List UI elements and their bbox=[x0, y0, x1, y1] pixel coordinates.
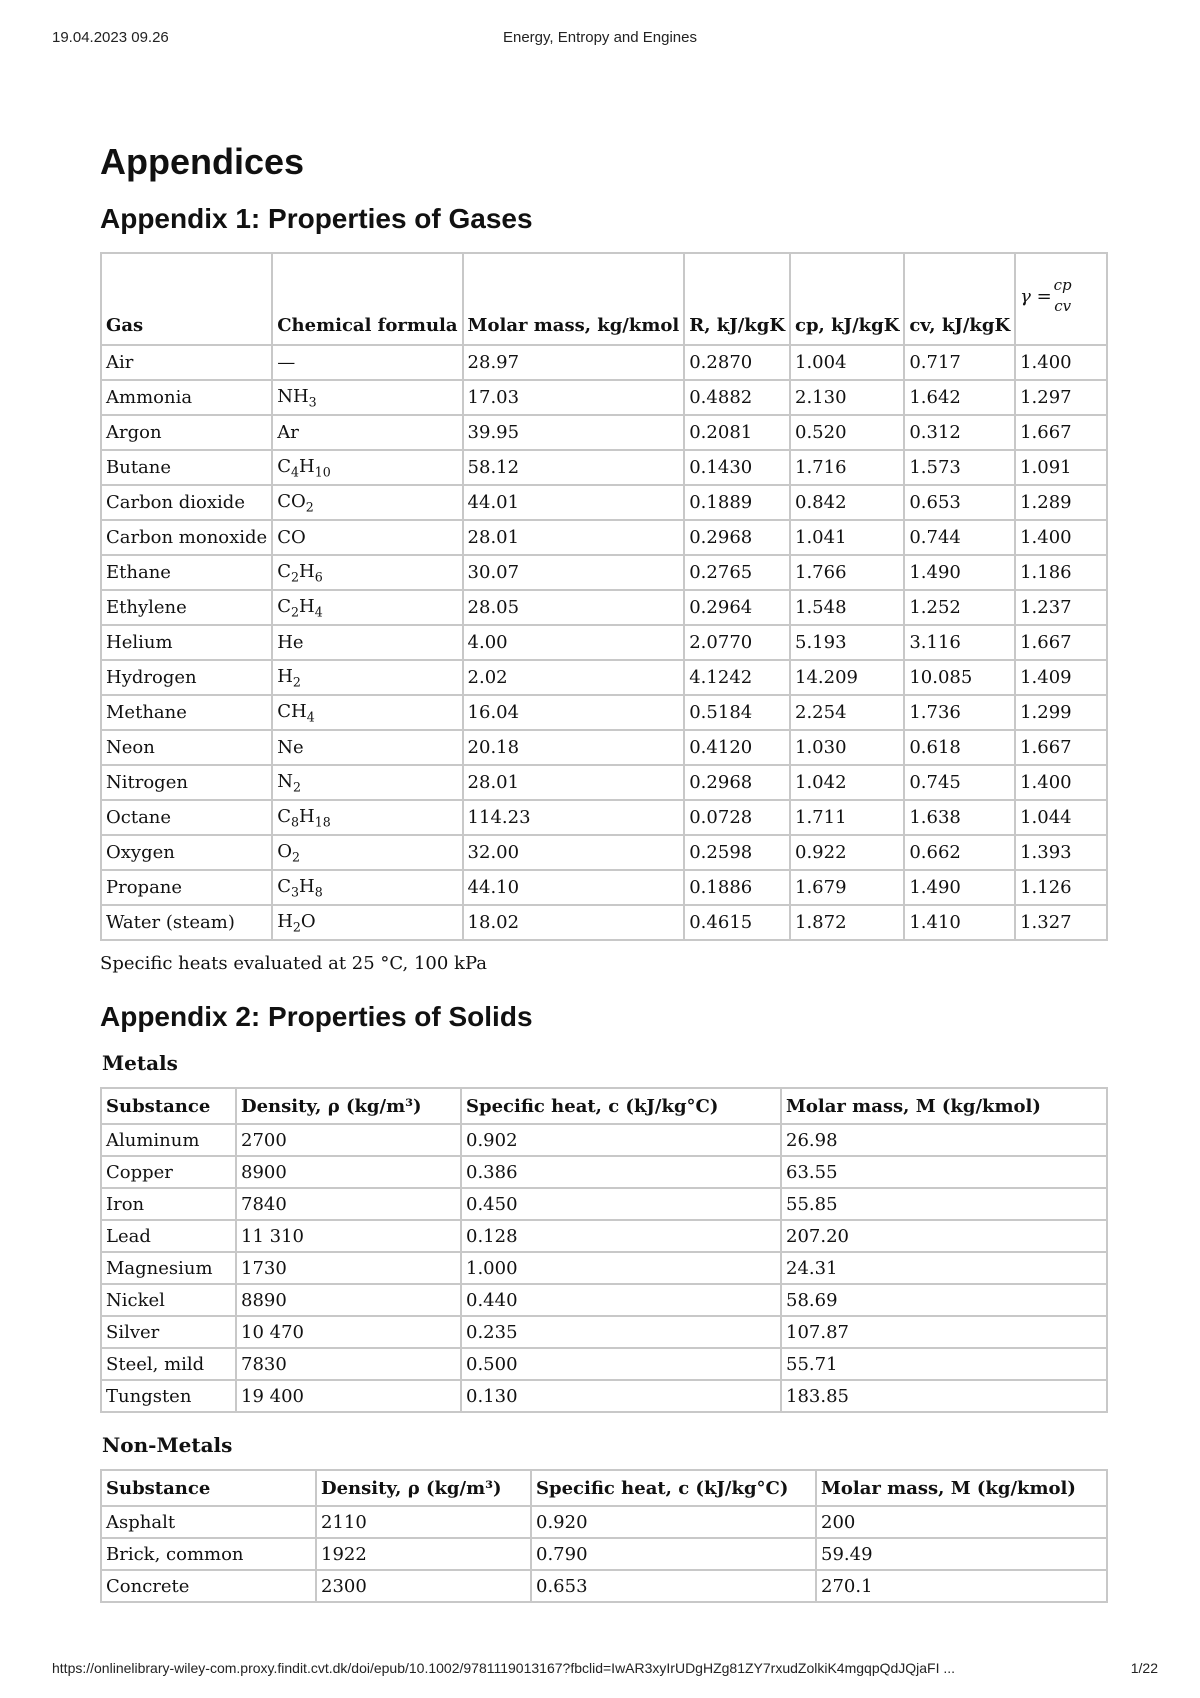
gas-cell-gamma: 1.667 bbox=[1015, 415, 1107, 450]
table-row bbox=[101, 520, 1107, 555]
gas-cell-r: 0.2870 bbox=[684, 345, 790, 380]
gas-cell-r: 0.4615 bbox=[684, 905, 790, 940]
table-row bbox=[101, 1156, 1107, 1188]
gas-cell-cp: 0.922 bbox=[790, 835, 904, 870]
gas-cell-r: 0.1886 bbox=[684, 870, 790, 905]
cell-density: 8900 bbox=[236, 1156, 461, 1188]
cell-molar-mass: 107.87 bbox=[781, 1316, 1107, 1348]
cell-specific-heat: 0.386 bbox=[461, 1156, 781, 1188]
gas-cell-formula: $H_2O$ bbox=[272, 905, 462, 940]
cell-substance: Concrete bbox=[101, 1570, 316, 1602]
cell-specific-heat: 0.902 bbox=[461, 1124, 781, 1156]
cell-molar-mass: 183.85 bbox=[781, 1380, 1107, 1412]
gas-cell-gamma: 1.289 bbox=[1015, 485, 1107, 520]
table-row bbox=[101, 590, 1107, 625]
gas-cell-molar-mass: 114.23 bbox=[463, 800, 685, 835]
cell-substance: Copper bbox=[101, 1156, 236, 1188]
gas-cell-molar-mass: 17.03 bbox=[463, 380, 685, 415]
col-gamma bbox=[1015, 253, 1107, 345]
gases-header-row bbox=[101, 253, 1107, 345]
col-cv: cv, kJ/kgK bbox=[904, 253, 1015, 345]
gas-cell-molar-mass: 58.12 bbox=[463, 450, 685, 485]
col-cp: cp, kJ/kgK bbox=[790, 253, 904, 345]
metals-col-molar-mass: Molar mass, M (kg/kmol) bbox=[781, 1088, 1107, 1124]
cell-density: 2700 bbox=[236, 1124, 461, 1156]
gas-cell-formula: $C_3H_8$ bbox=[272, 870, 462, 905]
gas-cell-formula: $C_8H_{18}$ bbox=[272, 800, 462, 835]
gas-cell-gamma: 1.126 bbox=[1015, 870, 1107, 905]
cell-specific-heat: 0.440 bbox=[461, 1284, 781, 1316]
gas-cell-gas: Neon bbox=[101, 730, 272, 765]
gas-cell-molar-mass: 30.07 bbox=[463, 555, 685, 590]
page-title: Appendices bbox=[100, 141, 305, 182]
gas-cell-cv: 0.662 bbox=[904, 835, 1015, 870]
table-row bbox=[101, 660, 1107, 695]
gas-cell-gas: Oxygen bbox=[101, 835, 272, 870]
gas-cell-r: 0.1430 bbox=[684, 450, 790, 485]
table-row bbox=[101, 1316, 1107, 1348]
table-row bbox=[101, 1284, 1107, 1316]
gas-cell-molar-mass: 28.05 bbox=[463, 590, 685, 625]
gas-cell-cp: 1.711 bbox=[790, 800, 904, 835]
gas-cell-molar-mass: 39.95 bbox=[463, 415, 685, 450]
nonmetals-col-molar-mass: Molar mass, M (kg/kmol) bbox=[816, 1470, 1107, 1506]
cell-molar-mass: 200 bbox=[816, 1506, 1107, 1538]
gas-cell-gas: Hydrogen bbox=[101, 660, 272, 695]
gas-cell-gas: Helium bbox=[101, 625, 272, 660]
gas-cell-gamma: 1.400 bbox=[1015, 345, 1107, 380]
gas-cell-r: 0.0728 bbox=[684, 800, 790, 835]
gas-cell-formula: Ar bbox=[272, 415, 462, 450]
table-row bbox=[101, 345, 1107, 380]
cell-specific-heat: 0.500 bbox=[461, 1348, 781, 1380]
cell-specific-heat: 1.000 bbox=[461, 1252, 781, 1284]
cell-density: 10 470 bbox=[236, 1316, 461, 1348]
gas-cell-formula: $NH_3$ bbox=[272, 380, 462, 415]
gas-cell-cv: 10.085 bbox=[904, 660, 1015, 695]
gas-cell-r: 0.5184 bbox=[684, 695, 790, 730]
gas-cell-gas: Nitrogen bbox=[101, 765, 272, 800]
gas-cell-gas: Argon bbox=[101, 415, 272, 450]
metals-header-row bbox=[101, 1088, 1107, 1124]
table-row bbox=[101, 695, 1107, 730]
col-gas: Gas bbox=[101, 253, 272, 345]
cell-substance: Nickel bbox=[101, 1284, 236, 1316]
gas-cell-molar-mass: 44.10 bbox=[463, 870, 685, 905]
gas-cell-gamma: 1.044 bbox=[1015, 800, 1107, 835]
cell-density: 1922 bbox=[316, 1538, 531, 1570]
gas-cell-formula: $C_4H_{10}$ bbox=[272, 450, 462, 485]
metals-title: Metals bbox=[102, 1051, 178, 1076]
cell-substance: Steel, mild bbox=[101, 1348, 236, 1380]
gas-cell-r: 0.2968 bbox=[684, 765, 790, 800]
gases-table-body bbox=[101, 345, 1107, 940]
page-content bbox=[100, 130, 1108, 1603]
gas-cell-r: 0.2765 bbox=[684, 555, 790, 590]
gas-cell-cp: 1.679 bbox=[790, 870, 904, 905]
gas-cell-cp: 2.130 bbox=[790, 380, 904, 415]
table-row bbox=[101, 835, 1107, 870]
gas-cell-cv: 0.717 bbox=[904, 345, 1015, 380]
cell-specific-heat: 0.128 bbox=[461, 1220, 781, 1252]
gas-cell-molar-mass: 28.01 bbox=[463, 520, 685, 555]
gas-cell-cp: 1.716 bbox=[790, 450, 904, 485]
gas-cell-cv: 1.573 bbox=[904, 450, 1015, 485]
gas-cell-cv: 0.618 bbox=[904, 730, 1015, 765]
nonmetals-col-substance: Substance bbox=[101, 1470, 316, 1506]
gas-cell-molar-mass: 44.01 bbox=[463, 485, 685, 520]
table-row bbox=[101, 730, 1107, 765]
gas-cell-formula: He bbox=[272, 625, 462, 660]
gas-cell-cp: 5.193 bbox=[790, 625, 904, 660]
col-r: R, kJ/kgK bbox=[684, 253, 790, 345]
cell-molar-mass: 270.1 bbox=[816, 1570, 1107, 1602]
gas-cell-cp: 1.041 bbox=[790, 520, 904, 555]
cell-substance: Brick, common bbox=[101, 1538, 316, 1570]
gas-cell-cv: 1.490 bbox=[904, 555, 1015, 590]
gas-cell-cv: 0.312 bbox=[904, 415, 1015, 450]
gas-cell-cp: 0.842 bbox=[790, 485, 904, 520]
table-row bbox=[101, 905, 1107, 940]
table-row bbox=[101, 1348, 1107, 1380]
gas-cell-formula: $H_2$ bbox=[272, 660, 462, 695]
page-number: 1/22 bbox=[1130, 1660, 1158, 1676]
gas-cell-cv: 1.638 bbox=[904, 800, 1015, 835]
col-formula: Chemical formula bbox=[272, 253, 462, 345]
gas-cell-formula: $CH_4$ bbox=[272, 695, 462, 730]
gas-cell-cv: 1.410 bbox=[904, 905, 1015, 940]
cell-density: 8890 bbox=[236, 1284, 461, 1316]
table-row bbox=[101, 415, 1107, 450]
metals-table bbox=[100, 1087, 1108, 1413]
gas-cell-cv: 0.653 bbox=[904, 485, 1015, 520]
table-row bbox=[101, 1506, 1107, 1538]
gas-cell-gas: Propane bbox=[101, 870, 272, 905]
gas-cell-gamma: 1.393 bbox=[1015, 835, 1107, 870]
gas-cell-cp: 1.030 bbox=[790, 730, 904, 765]
gas-cell-molar-mass: 20.18 bbox=[463, 730, 685, 765]
cell-molar-mass: 59.49 bbox=[816, 1538, 1107, 1570]
gas-cell-cp: 1.766 bbox=[790, 555, 904, 590]
gases-table bbox=[100, 252, 1108, 941]
nonmetals-col-specific-heat: Specific heat, c (kJ/kg°C) bbox=[531, 1470, 816, 1506]
gas-cell-gamma: 1.186 bbox=[1015, 555, 1107, 590]
metals-col-substance: Substance bbox=[101, 1088, 236, 1124]
gas-cell-molar-mass: 28.01 bbox=[463, 765, 685, 800]
table-row bbox=[101, 450, 1107, 485]
table-row bbox=[101, 1380, 1107, 1412]
gas-cell-gas: Ammonia bbox=[101, 380, 272, 415]
gases-note: Specific heats evaluated at 25 °C, 100 kPa bbox=[100, 953, 487, 975]
gas-cell-gamma: 1.400 bbox=[1015, 765, 1107, 800]
cell-specific-heat: 0.920 bbox=[531, 1506, 816, 1538]
gas-cell-cp: 1.004 bbox=[790, 345, 904, 380]
gas-cell-cv: 1.642 bbox=[904, 380, 1015, 415]
gas-cell-formula: $CO_2$ bbox=[272, 485, 462, 520]
cell-density: 19 400 bbox=[236, 1380, 461, 1412]
cell-specific-heat: 0.450 bbox=[461, 1188, 781, 1220]
cell-density: 11 310 bbox=[236, 1220, 461, 1252]
nonmetals-table bbox=[100, 1469, 1108, 1603]
gas-cell-cv: 0.745 bbox=[904, 765, 1015, 800]
gas-cell-molar-mass: 4.00 bbox=[463, 625, 685, 660]
cell-substance: Iron bbox=[101, 1188, 236, 1220]
cell-density: 2110 bbox=[316, 1506, 531, 1538]
gas-cell-formula: Ne bbox=[272, 730, 462, 765]
gas-cell-r: 2.0770 bbox=[684, 625, 790, 660]
cell-substance: Silver bbox=[101, 1316, 236, 1348]
gas-cell-gas: Methane bbox=[101, 695, 272, 730]
gas-cell-r: 4.1242 bbox=[684, 660, 790, 695]
gas-cell-cv: 1.490 bbox=[904, 870, 1015, 905]
gas-cell-gamma: 1.400 bbox=[1015, 520, 1107, 555]
gas-cell-gamma: 1.667 bbox=[1015, 730, 1107, 765]
gas-cell-gas: Octane bbox=[101, 800, 272, 835]
gas-cell-r: 0.2598 bbox=[684, 835, 790, 870]
metals-col-specific-heat: Specific heat, c (kJ/kg°C) bbox=[461, 1088, 781, 1124]
cell-substance: Magnesium bbox=[101, 1252, 236, 1284]
cell-density: 7830 bbox=[236, 1348, 461, 1380]
nonmetals-col-density: Density, ρ (kg/m³) bbox=[316, 1470, 531, 1506]
book-title: Energy, Entropy and Engines bbox=[502, 29, 697, 46]
gas-cell-gamma: 1.091 bbox=[1015, 450, 1107, 485]
cell-molar-mass: 55.71 bbox=[781, 1348, 1107, 1380]
appendix2-title: Appendix 2: Properties of Solids bbox=[100, 1001, 533, 1033]
gas-cell-formula: CO bbox=[272, 520, 462, 555]
gas-cell-gas: Butane bbox=[101, 450, 272, 485]
table-row bbox=[101, 800, 1107, 835]
gas-cell-formula: $C_2H_4$ bbox=[272, 590, 462, 625]
table-row bbox=[101, 1538, 1107, 1570]
print-datetime: 19.04.2023 09.26 bbox=[52, 29, 169, 46]
gas-cell-gamma: 1.237 bbox=[1015, 590, 1107, 625]
cell-specific-heat: 0.790 bbox=[531, 1538, 816, 1570]
gas-cell-cv: 1.252 bbox=[904, 590, 1015, 625]
gas-cell-formula: $N_2$ bbox=[272, 765, 462, 800]
table-row bbox=[101, 1220, 1107, 1252]
metals-table-body bbox=[101, 1124, 1107, 1412]
cell-specific-heat: 0.130 bbox=[461, 1380, 781, 1412]
gas-cell-r: 0.4120 bbox=[684, 730, 790, 765]
gamma-denominator: cv bbox=[1054, 297, 1072, 316]
appendix1-title: Appendix 1: Properties of Gases bbox=[100, 202, 533, 234]
gamma-formula bbox=[1020, 275, 1072, 317]
gas-cell-r: 0.2968 bbox=[684, 520, 790, 555]
cell-density: 7840 bbox=[236, 1188, 461, 1220]
table-row bbox=[101, 555, 1107, 590]
gas-cell-gamma: 1.667 bbox=[1015, 625, 1107, 660]
gas-cell-gas: Carbon dioxide bbox=[101, 485, 272, 520]
gas-cell-gas: Ethane bbox=[101, 555, 272, 590]
gas-cell-formula: $O_2$ bbox=[272, 835, 462, 870]
gas-cell-r: 0.2964 bbox=[684, 590, 790, 625]
table-row bbox=[101, 870, 1107, 905]
gas-cell-r: 0.4882 bbox=[684, 380, 790, 415]
cell-density: 2300 bbox=[316, 1570, 531, 1602]
gas-cell-cp: 1.548 bbox=[790, 590, 904, 625]
gas-cell-cp: 1.872 bbox=[790, 905, 904, 940]
table-row bbox=[101, 1252, 1107, 1284]
gas-cell-cv: 3.116 bbox=[904, 625, 1015, 660]
gas-cell-gamma: 1.409 bbox=[1015, 660, 1107, 695]
col-molar-mass: Molar mass, kg/kmol bbox=[463, 253, 685, 345]
table-row bbox=[101, 1188, 1107, 1220]
gamma-lhs: γ = bbox=[1020, 285, 1052, 307]
cell-specific-heat: 0.235 bbox=[461, 1316, 781, 1348]
gas-cell-cv: 1.736 bbox=[904, 695, 1015, 730]
gas-cell-formula: — bbox=[272, 345, 462, 380]
gas-cell-molar-mass: 28.97 bbox=[463, 345, 685, 380]
gas-cell-molar-mass: 16.04 bbox=[463, 695, 685, 730]
gas-cell-molar-mass: 32.00 bbox=[463, 835, 685, 870]
gas-cell-formula: $C_2H_6$ bbox=[272, 555, 462, 590]
nonmetals-header-row bbox=[101, 1470, 1107, 1506]
gamma-fraction bbox=[1054, 275, 1072, 317]
cell-substance: Aluminum bbox=[101, 1124, 236, 1156]
footer-url[interactable]: https://onlinelibrary-wiley-com.proxy.findit.cvt.dk/doi/epub/10.1002/9781119013167?fbclid=IwAR3xyIrUDgHZg81ZY7rxudZolkiK4mgqpQdJQjaFI ... bbox=[52, 1660, 956, 1676]
cell-molar-mass: 58.69 bbox=[781, 1284, 1107, 1316]
gas-cell-gas: Carbon monoxide bbox=[101, 520, 272, 555]
cell-substance: Lead bbox=[101, 1220, 236, 1252]
gas-cell-cp: 2.254 bbox=[790, 695, 904, 730]
cell-density: 1730 bbox=[236, 1252, 461, 1284]
cell-specific-heat: 0.653 bbox=[531, 1570, 816, 1602]
cell-molar-mass: 26.98 bbox=[781, 1124, 1107, 1156]
gas-cell-gamma: 1.327 bbox=[1015, 905, 1107, 940]
gas-cell-gamma: 1.297 bbox=[1015, 380, 1107, 415]
cell-molar-mass: 207.20 bbox=[781, 1220, 1107, 1252]
table-row bbox=[101, 380, 1107, 415]
gas-cell-cp: 0.520 bbox=[790, 415, 904, 450]
gas-cell-gas: Ethylene bbox=[101, 590, 272, 625]
gas-cell-molar-mass: 18.02 bbox=[463, 905, 685, 940]
metals-col-density: Density, ρ (kg/m³) bbox=[236, 1088, 461, 1124]
gas-cell-gas: Air bbox=[101, 345, 272, 380]
gas-cell-r: 0.2081 bbox=[684, 415, 790, 450]
table-row bbox=[101, 625, 1107, 660]
nonmetals-title: Non-Metals bbox=[102, 1433, 233, 1458]
gas-cell-r: 0.1889 bbox=[684, 485, 790, 520]
cell-molar-mass: 24.31 bbox=[781, 1252, 1107, 1284]
table-row bbox=[101, 1124, 1107, 1156]
gas-cell-cp: 1.042 bbox=[790, 765, 904, 800]
gas-cell-cp: 14.209 bbox=[790, 660, 904, 695]
table-row bbox=[101, 485, 1107, 520]
gas-cell-molar-mass: 2.02 bbox=[463, 660, 685, 695]
table-row bbox=[101, 1570, 1107, 1602]
gas-cell-gamma: 1.299 bbox=[1015, 695, 1107, 730]
gas-cell-gas: Water (steam) bbox=[101, 905, 272, 940]
cell-molar-mass: 63.55 bbox=[781, 1156, 1107, 1188]
gamma-numerator: cp bbox=[1053, 276, 1072, 295]
cell-substance: Tungsten bbox=[101, 1380, 236, 1412]
nonmetals-table-body bbox=[101, 1506, 1107, 1602]
gas-cell-cv: 0.744 bbox=[904, 520, 1015, 555]
cell-substance: Asphalt bbox=[101, 1506, 316, 1538]
cell-molar-mass: 55.85 bbox=[781, 1188, 1107, 1220]
table-row bbox=[101, 765, 1107, 800]
